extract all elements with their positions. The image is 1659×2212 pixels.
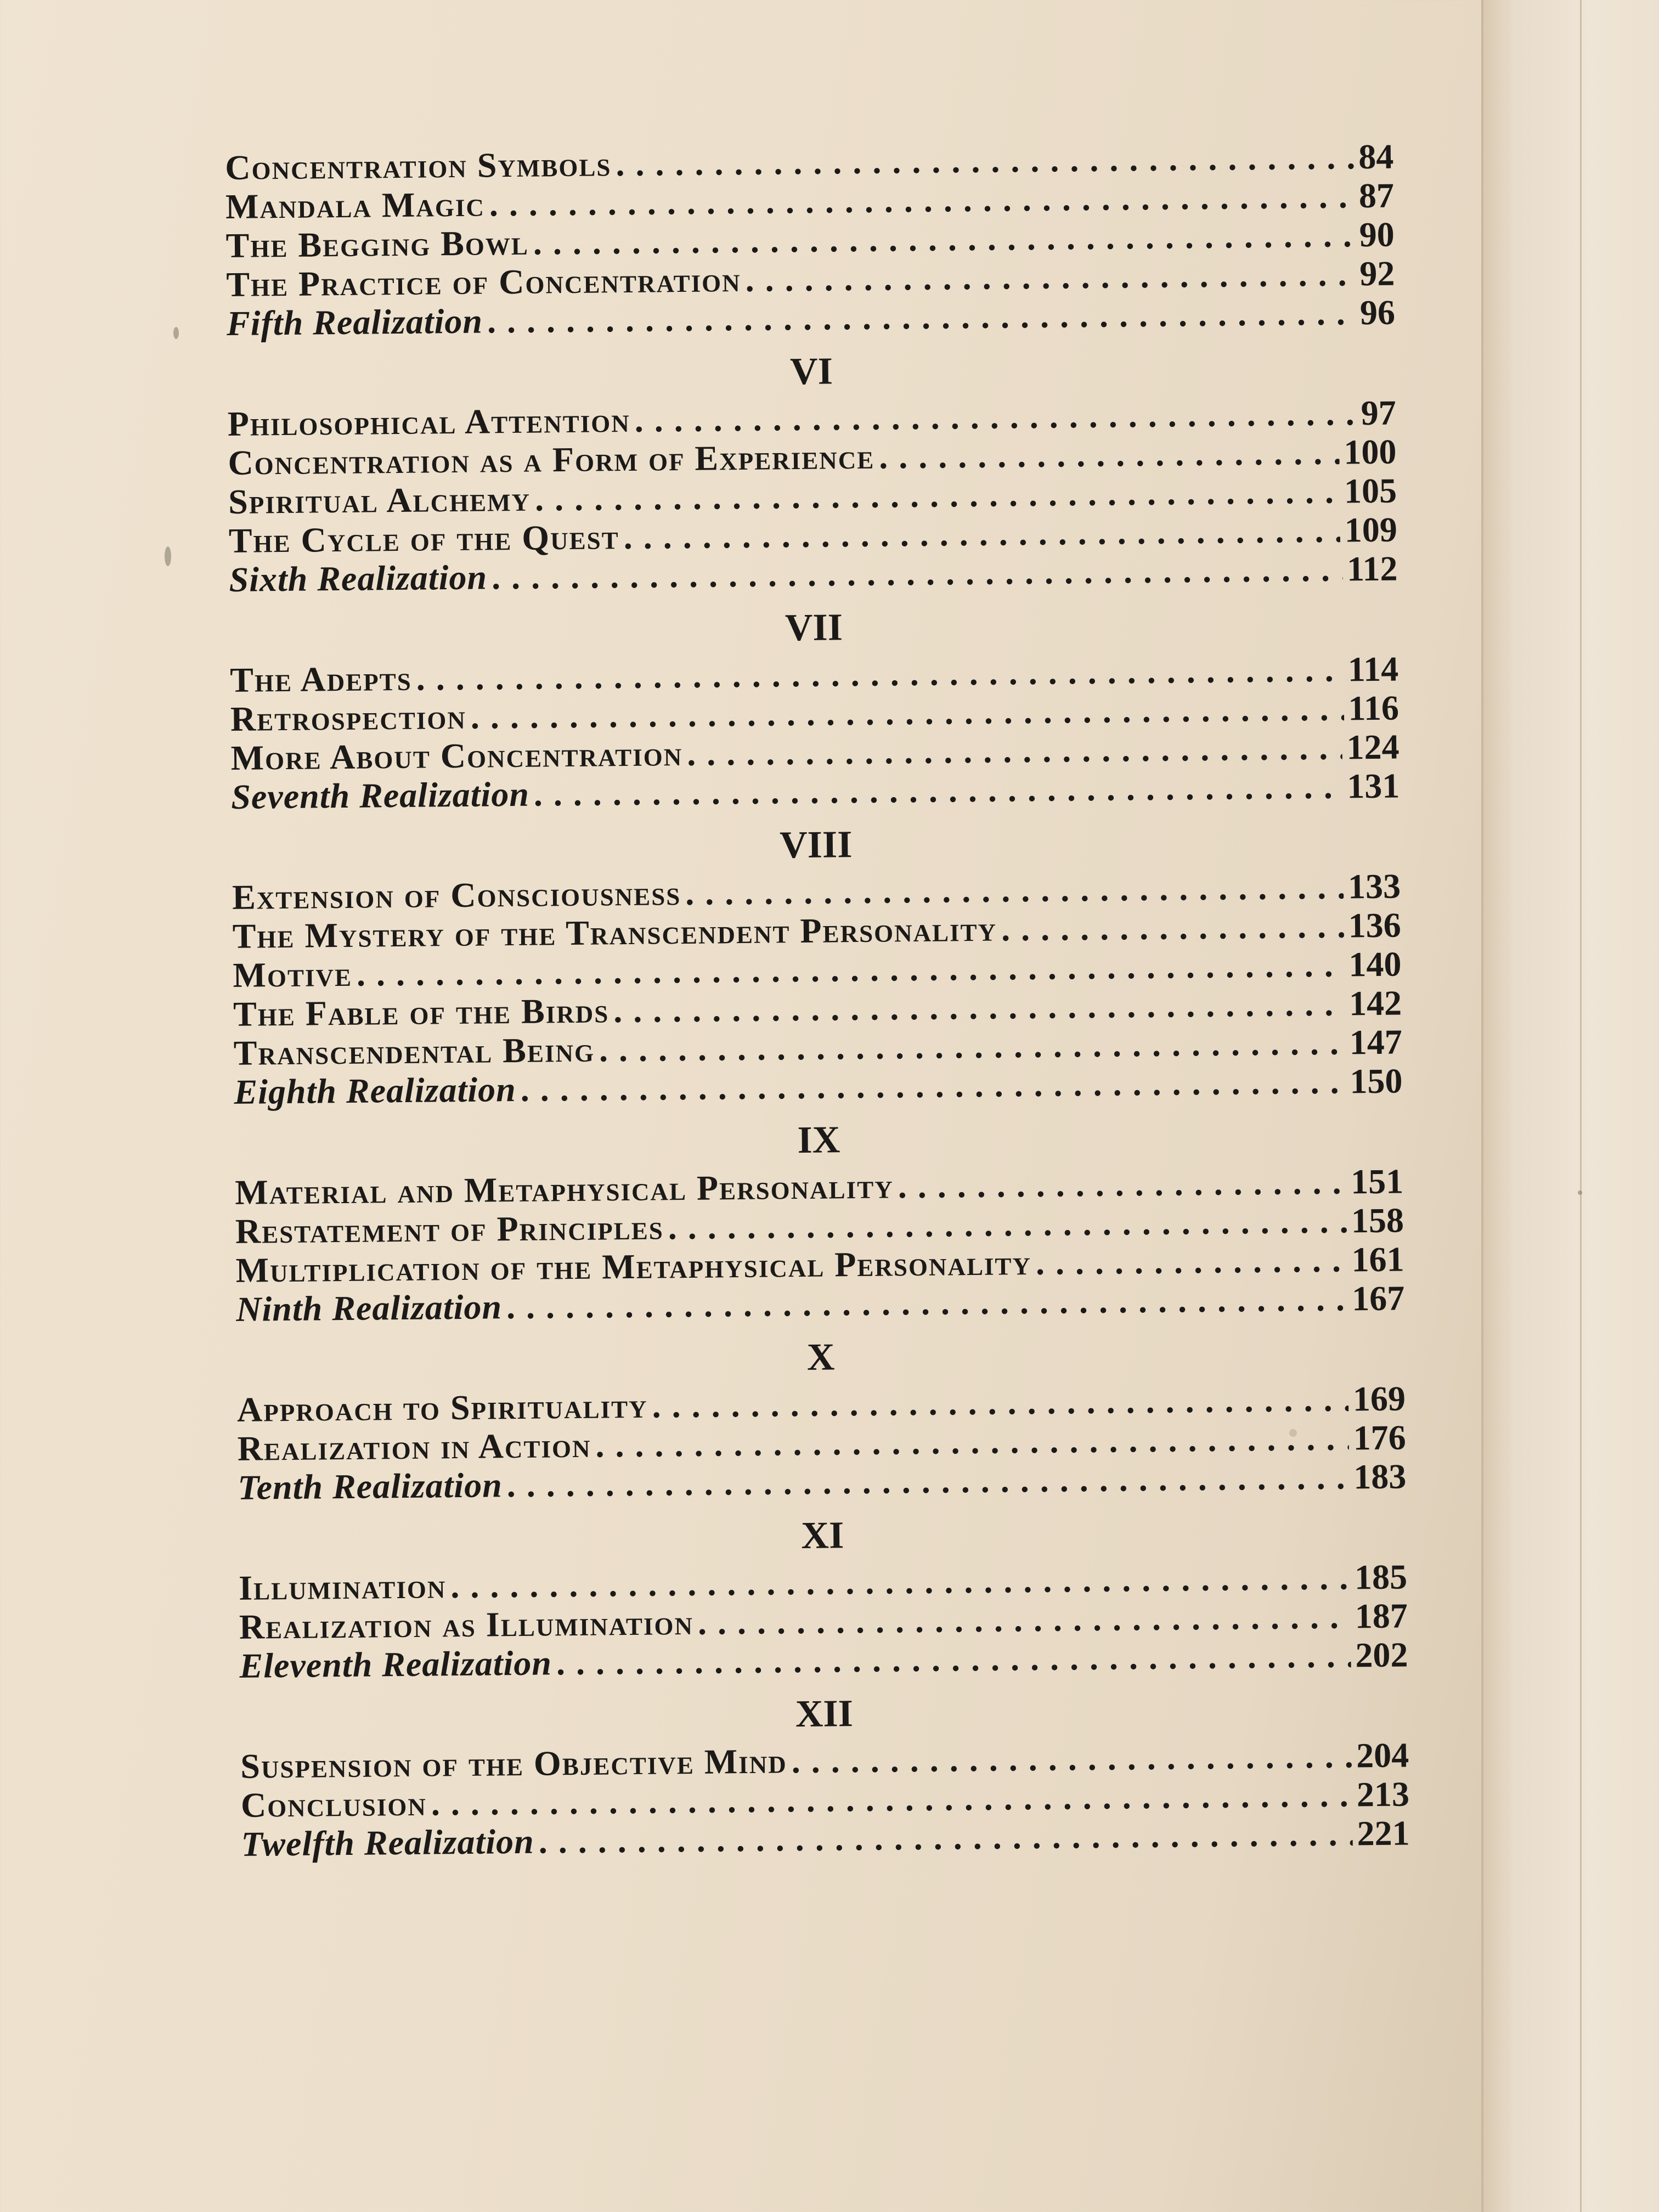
dot-leader (595, 1418, 1349, 1464)
entry-title: Sixth Realization (229, 557, 488, 599)
entry-title: Illumination (238, 1566, 447, 1607)
entry-title: Ninth Realization (235, 1287, 503, 1329)
entry-title: The Fable of the Birds (233, 991, 610, 1034)
entry-title: Restatement of Principles (235, 1207, 664, 1251)
page-number: 176 (1353, 1418, 1406, 1458)
entry-title: Eleventh Realization (239, 1643, 552, 1685)
dot-leader (898, 1162, 1346, 1205)
entry-title: Transcendental Being (233, 1030, 595, 1073)
page-number: 133 (1347, 866, 1401, 906)
page-number: 151 (1350, 1161, 1404, 1201)
dot-leader (616, 137, 1355, 183)
dot-leader (698, 1596, 1351, 1641)
entry-title: Fifth Realization (226, 301, 483, 343)
entry-title: Mandala Magic (225, 184, 486, 226)
page-number: 167 (1351, 1278, 1405, 1318)
page-number: 105 (1344, 471, 1397, 511)
page-edge (1481, 0, 1659, 2212)
dot-leader (533, 766, 1342, 813)
dot-leader (506, 1279, 1348, 1326)
dot-leader (556, 1635, 1351, 1682)
page-number: 114 (1347, 649, 1399, 689)
entry-title: Retrospection (230, 697, 467, 738)
dot-leader (1001, 906, 1344, 948)
dot-leader (687, 728, 1342, 773)
entry-title: Concentration as a Form of Experience (228, 437, 875, 482)
page-edge-line (1580, 0, 1582, 2212)
dot-leader (668, 1201, 1347, 1246)
entry-title: Twelfth Realization (241, 1821, 534, 1864)
page-number: 109 (1344, 510, 1398, 550)
page-number: 158 (1351, 1200, 1404, 1240)
page-number: 131 (1346, 766, 1400, 806)
page-number: 100 (1344, 432, 1397, 472)
dot-leader (613, 984, 1345, 1030)
dot-leader (634, 393, 1357, 439)
dot-leader (538, 1814, 1353, 1860)
entry-title: The Begging Bowl (225, 223, 529, 265)
entry-title: Conclusion (240, 1784, 427, 1825)
page-number: 187 (1355, 1596, 1408, 1636)
page-number: 96 (1359, 292, 1396, 332)
page-number: 97 (1361, 393, 1397, 433)
page-number: 87 (1358, 176, 1395, 216)
page-number: 84 (1358, 137, 1394, 177)
page-number: 161 (1351, 1239, 1404, 1279)
page-number: 136 (1348, 905, 1402, 945)
entry-title: Realization in Action (237, 1425, 591, 1468)
page-number: 112 (1346, 549, 1398, 589)
entry-title: Approach to Spirituality (236, 1386, 648, 1429)
entry-title: Suspension of the Objective Mind (240, 1741, 788, 1786)
page-number: 202 (1355, 1635, 1408, 1675)
chapter-numeral: VIII (779, 823, 853, 867)
entry-title: Seventh Realization (231, 774, 530, 816)
entry-title: More About Concentration (230, 734, 683, 777)
entry-title: Spiritual Alchemy (228, 479, 531, 521)
paper-speck (1578, 1190, 1582, 1195)
dot-leader (599, 1023, 1345, 1069)
page-number: 140 (1348, 944, 1402, 984)
chapter-numeral: IX (797, 1119, 840, 1162)
entry-title: Philosophical Attention (227, 400, 631, 443)
page-number: 185 (1354, 1557, 1408, 1597)
chapter-numeral: X (806, 1336, 835, 1379)
page-number: 150 (1350, 1061, 1403, 1101)
dot-leader (487, 293, 1356, 340)
dot-leader (492, 549, 1343, 596)
paper-speck (173, 327, 179, 339)
entry-title: Realization as Illumination (239, 1602, 694, 1646)
entry-title: Material and Metaphysical Personality (234, 1166, 894, 1212)
dot-leader (506, 1457, 1349, 1504)
dot-leader (879, 433, 1340, 476)
entry-title: The Adepts (229, 658, 413, 699)
page-number: 204 (1356, 1735, 1409, 1775)
page-number: 169 (1352, 1379, 1406, 1419)
entry-title: Tenth Realization (238, 1465, 503, 1507)
page-number: 213 (1356, 1774, 1410, 1814)
page-number: 147 (1349, 1022, 1403, 1062)
dot-leader (652, 1379, 1348, 1425)
chapter-numeral: VI (789, 350, 833, 393)
dot-leader (1036, 1240, 1347, 1282)
page-number: 116 (1348, 688, 1400, 728)
page-number: 221 (1357, 1813, 1410, 1853)
dot-leader (745, 254, 1355, 299)
entry-title: The Cycle of the Quest (228, 517, 619, 560)
page-number: 90 (1359, 215, 1395, 255)
entry-title: Eighth Realization (234, 1069, 516, 1111)
page-number: 183 (1353, 1457, 1407, 1497)
dot-leader (520, 1062, 1345, 1108)
chapter-numeral: XI (801, 1514, 844, 1558)
dot-leader (623, 511, 1340, 557)
entry-title: The Practice of Concentration (226, 259, 741, 304)
chapter-numeral: XII (795, 1692, 854, 1736)
dot-leader (791, 1736, 1352, 1780)
table-of-contents (225, 137, 1410, 1864)
entry-title: Multiplication of the Metaphysical Personality (235, 1243, 1032, 1290)
page-number: 124 (1346, 727, 1400, 767)
entry-title: The Mystery of the Transcendent Personality (232, 909, 997, 956)
entry-title: Extension of Consciousness (232, 873, 681, 917)
page-number: 92 (1359, 253, 1395, 294)
entry-title: Concentration Symbols (225, 144, 612, 187)
dot-leader (685, 867, 1344, 912)
chapter-numeral: VII (785, 606, 843, 650)
entry-title: Motive (233, 954, 353, 995)
page-number: 142 (1348, 983, 1402, 1023)
paper-speck (165, 546, 171, 566)
